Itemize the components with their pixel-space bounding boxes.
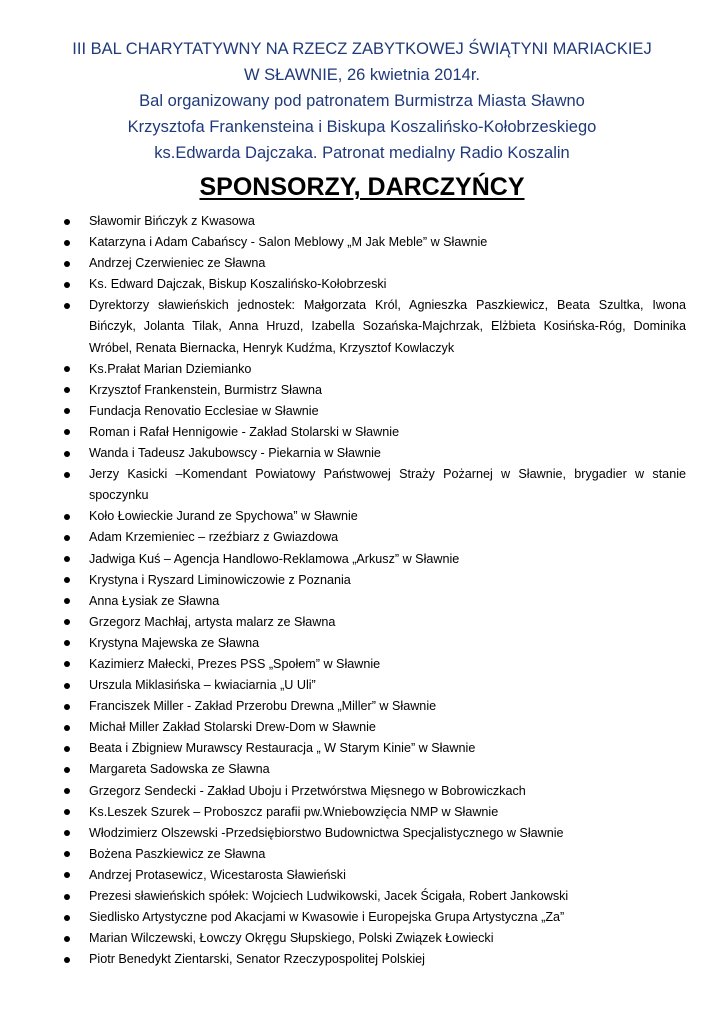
list-item [0, 380, 724, 401]
list-item [0, 717, 724, 738]
sponsor-name: Jadwiga Kuś – Agencja Handlowo-Reklamowa „Arkusz” w Sławnie [89, 551, 460, 566]
bullet-icon [64, 535, 70, 541]
bullet-icon [64, 514, 70, 520]
sponsor-name: Piotr Benedykt Zientarski, Senator Rzeczypospolitej Polskiej [89, 952, 425, 967]
list-item [0, 738, 724, 759]
sponsor-name: Wanda i Tadeusz Jakubowscy - Piekarnia w Sławnie [89, 446, 381, 461]
bullet-icon [64, 915, 70, 921]
sponsor-name: Andrzej Czerwieniec ze Sławna [89, 256, 266, 271]
header-line: Bal organizowany pod patronatem Burmistrza Miasta Sławno [139, 92, 585, 110]
list-item [0, 422, 724, 443]
sponsor-name: Jerzy Kasicki –Komendant Powiatowy Państwowej Straży Pożarnej w Sławnie, brygadier w stanie spoczynku [89, 467, 686, 503]
bullet-icon [64, 451, 70, 457]
bullet-icon [64, 577, 70, 583]
sponsor-name: Michał Miller Zakład Stolarski Drew-Dom w Sławnie [89, 720, 376, 735]
bullet-icon [64, 661, 70, 667]
bullet-icon [64, 472, 70, 478]
bullet-icon [64, 387, 70, 393]
sponsor-name: Ks. Edward Dajczak, Biskup Koszalińsko-Kołobrzeski [89, 277, 387, 292]
sponsor-name: Urszula Miklasińska – kwiaciarnia „U Uli” [89, 678, 316, 693]
sponsor-name: Marian Wilczewski, Łowczy Okręgu Słupskiego, Polski Związek Łowiecki [89, 931, 494, 946]
list-item [0, 591, 724, 612]
list-item [0, 654, 724, 675]
list-item [0, 907, 724, 928]
bullet-icon [64, 282, 70, 288]
sponsor-name: Siedlisko Artystyczne pod Akacjami w Kwasowie i Europejska Grupa Artystyczna „Za” [89, 910, 565, 925]
bullet-icon [64, 366, 70, 372]
header-line: Krzysztofa Frankensteina i Biskupa Koszalińsko-Kołobrzeskiego [127, 118, 597, 136]
bullet-icon [64, 619, 70, 625]
sponsor-name: Ks.Leszek Szurek – Proboszcz parafii pw.Wniebowzięcia NMP w Sławnie [89, 804, 499, 819]
header-line: W SŁAWNIE, 26 kwietnia 2014r. [244, 66, 480, 84]
bullet-icon [64, 788, 70, 794]
sponsor-name: Franciszek Miller - Zakład Przerobu Drewna „Miller” w Sławnie [89, 699, 437, 714]
bullet-icon [64, 683, 70, 689]
list-item [0, 464, 724, 506]
bullet-icon [64, 872, 70, 878]
bullet-icon [64, 851, 70, 857]
sponsor-name: Dyrektorzy sławieńskich jednostek: Małgorzata Król, Agnieszka Paszkiewicz, Beata Szultka, Iwona Bińczyk, Jolanta Tilak, Anna Hruzd, Izabella Sozańska-Majchrzak, Elżbieta Kosińska-Róg, Dominika Wróbel, Renata Biernacka, Henryk Kudźma, Krzysztof Kowlaczyk [89, 298, 686, 355]
list-item [0, 232, 724, 253]
sponsor-name: Roman i Rafał Hennigowie - Zakład Stolarski w Sławnie [89, 424, 400, 439]
bullet-icon [64, 767, 70, 773]
list-item [0, 949, 724, 970]
sponsor-name: Włodzimierz Olszewski -Przedsiębiorstwo Budownictwa Specjalistycznego w Sławnie [89, 825, 564, 840]
sponsor-name: Koło Łowieckie Jurand ze Spychowa” w Sławnie [89, 509, 358, 524]
bullet-icon [64, 408, 70, 414]
bullet-icon [64, 830, 70, 836]
list-item [0, 781, 724, 802]
sponsor-name: Margareta Sadowska ze Sławna [89, 762, 270, 777]
sponsor-name: Fundacja Renovatio Ecclesiae w Sławnie [89, 403, 319, 418]
list-item [0, 802, 724, 823]
list-item [0, 675, 724, 696]
list-item [0, 865, 724, 886]
list-item [0, 253, 724, 274]
list-item [0, 759, 724, 780]
header-line: ks.Edwarda Dajczaka. Patronat medialny Radio Koszalin [154, 144, 570, 162]
bullet-icon [64, 725, 70, 731]
list-item [0, 928, 724, 949]
list-item [0, 359, 724, 380]
list-item [0, 844, 724, 865]
sponsor-name: Andrzej Protasewicz, Wicestarosta Sławieński [89, 867, 346, 882]
bullet-icon [64, 809, 70, 815]
sponsor-name: Krystyna Majewska ze Sławna [89, 635, 260, 650]
header-line: III BAL CHARYTATYWNY NA RZECZ ZABYTKOWEJ ŚWIĄTYNI MARIACKIEJ [72, 40, 652, 58]
list-item [0, 401, 724, 422]
sponsor-name: Krzysztof Frankenstein, Burmistrz Sławna [89, 382, 323, 397]
list-item [0, 633, 724, 654]
list-item [0, 823, 724, 844]
list-item [0, 506, 724, 527]
sponsor-name: Anna Łysiak ze Sławna [89, 593, 220, 608]
sponsor-name: Katarzyna i Adam Cabańscy - Salon Meblowy „M Jak Meble” w Sławnie [89, 235, 488, 250]
sponsor-name: Grzegorz Sendecki - Zakład Uboju i Przetwórstwa Mięsnego w Bobrowiczkach [89, 783, 526, 798]
list-item [0, 443, 724, 464]
sponsor-name: Sławomir Bińczyk z Kwasowa [89, 214, 255, 228]
bullet-icon [64, 704, 70, 710]
event-header [40, 36, 684, 166]
list-item [0, 211, 724, 232]
list-item [0, 295, 724, 358]
bullet-icon [64, 240, 70, 246]
sponsor-list [0, 211, 724, 970]
list-item [0, 696, 724, 717]
bullet-icon [64, 556, 70, 562]
sponsor-name: Ks.Prałat Marian Dziemianko [89, 361, 252, 376]
bullet-icon [64, 261, 70, 267]
page-title: SPONSORZY, DARCZYŃCY [199, 173, 525, 201]
bullet-icon [64, 640, 70, 646]
sponsor-name: Beata i Zbigniew Murawscy Restauracja „ W Starym Kinie” w Sławnie [89, 741, 476, 756]
bullet-icon [64, 936, 70, 942]
list-item [0, 570, 724, 591]
bullet-icon [64, 746, 70, 752]
sponsor-name: Prezesi sławieńskich spółek: Wojciech Ludwikowski, Jacek Ścigała, Robert Jankowski [89, 889, 569, 903]
bullet-icon [64, 598, 70, 604]
list-item [0, 527, 724, 548]
sponsor-name: Adam Krzemieniec – rzeźbiarz z Gwiazdowa [89, 530, 339, 545]
sponsor-name: Krystyna i Ryszard Liminowiczowie z Poznania [89, 572, 351, 587]
list-item [0, 274, 724, 295]
bullet-icon [64, 219, 70, 225]
bullet-icon [64, 894, 70, 900]
sponsor-name: Grzegorz Machłaj, artysta malarz ze Sławna [89, 614, 336, 629]
bullet-icon [64, 957, 70, 963]
sponsor-name: Bożena Paszkiewicz ze Sławna [89, 846, 266, 861]
bullet-icon [64, 303, 70, 309]
list-item [0, 612, 724, 633]
list-item [0, 886, 724, 907]
sponsor-name: Kazimierz Małecki, Prezes PSS „Społem” w Sławnie [89, 656, 381, 671]
list-item [0, 549, 724, 570]
bullet-icon [64, 429, 70, 435]
